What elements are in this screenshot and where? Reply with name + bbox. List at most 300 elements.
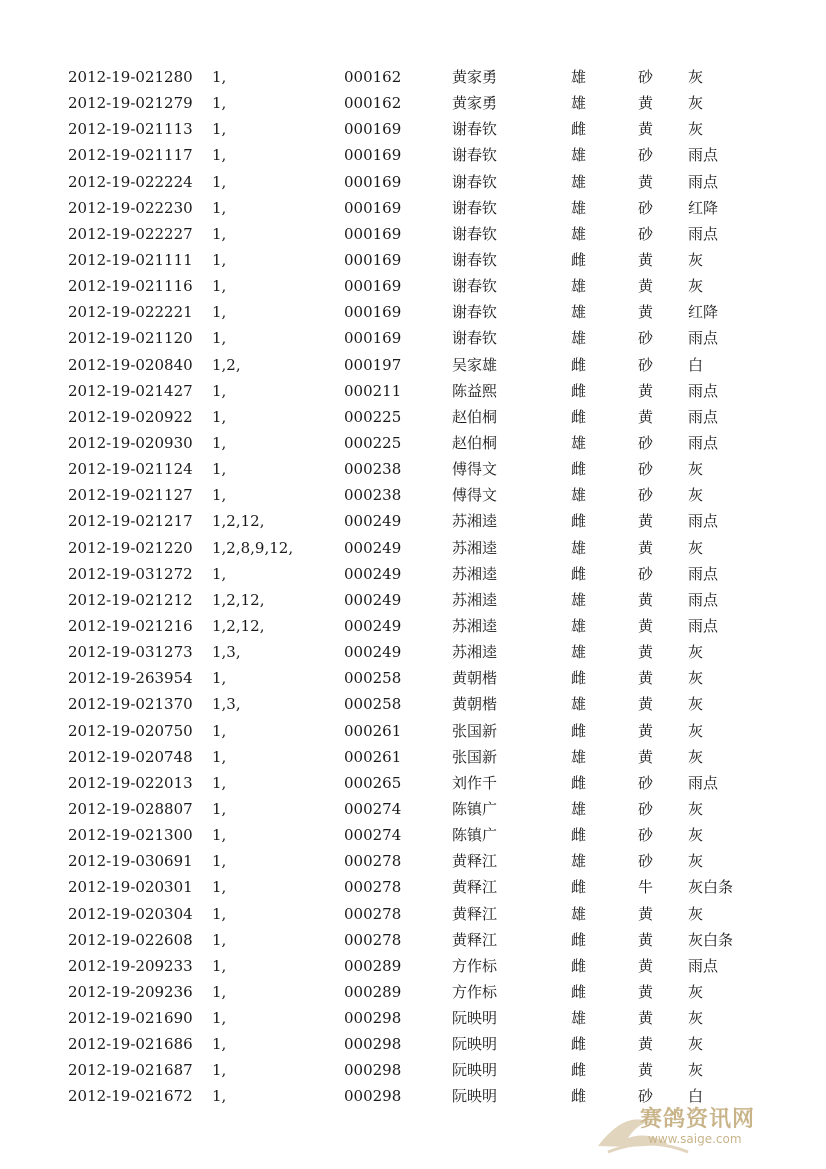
- eye-color-cell: 砂: [638, 198, 654, 217]
- sex-cell: 雄: [571, 616, 587, 635]
- owner-name-cell: 阮映明: [452, 1061, 498, 1080]
- award-cell: 1,2,: [212, 355, 241, 374]
- sex-cell: 雄: [571, 643, 587, 662]
- eye-color-cell: 黄: [638, 982, 654, 1001]
- owner-name-cell: 苏湘逵: [452, 538, 498, 557]
- feather-color-cell: 雨点: [688, 329, 719, 348]
- member-code-cell: 000249: [344, 616, 402, 635]
- ring-number-cell: 2012-19-020922: [68, 407, 193, 426]
- table-row: [0, 691, 826, 717]
- table-row: [0, 770, 826, 796]
- member-code-cell: 000298: [344, 1061, 402, 1080]
- owner-name-cell: 苏湘逵: [452, 643, 498, 662]
- member-code-cell: 000278: [344, 852, 402, 871]
- member-code-cell: 000258: [344, 695, 402, 714]
- feather-color-cell: 灰: [688, 277, 704, 296]
- member-code-cell: 000289: [344, 956, 402, 975]
- award-cell: 1,: [212, 1035, 227, 1054]
- owner-name-cell: 谢春钦: [452, 198, 498, 217]
- feather-color-cell: 雨点: [688, 381, 719, 400]
- member-code-cell: 000169: [344, 146, 402, 165]
- feather-color-cell: 雨点: [688, 590, 719, 609]
- ring-number-cell: 2012-19-020304: [68, 904, 193, 923]
- feather-color-cell: 灰: [688, 643, 704, 662]
- sex-cell: 雌: [571, 956, 587, 975]
- sex-cell: 雄: [571, 146, 587, 165]
- table-row: [0, 352, 826, 378]
- award-cell: 1,2,8,9,12,: [212, 538, 294, 557]
- sex-cell: 雄: [571, 486, 587, 505]
- feather-color-cell: 灰: [688, 486, 704, 505]
- feather-color-cell: 灰: [688, 460, 704, 479]
- owner-name-cell: 方作标: [452, 982, 498, 1001]
- eye-color-cell: 砂: [638, 773, 654, 792]
- member-code-cell: 000249: [344, 564, 402, 583]
- watermark-url: www.saige.com: [648, 1132, 742, 1146]
- feather-color-cell: 雨点: [688, 564, 719, 583]
- member-code-cell: 000249: [344, 512, 402, 531]
- owner-name-cell: 黄家勇: [452, 68, 498, 86]
- eye-color-cell: 黄: [638, 303, 654, 322]
- owner-name-cell: 赵伯桐: [452, 407, 498, 426]
- ring-number-cell: 2012-19-021672: [68, 1087, 193, 1106]
- feather-color-cell: 雨点: [688, 956, 719, 975]
- ring-number-cell: 2012-19-022221: [68, 303, 193, 322]
- award-cell: 1,: [212, 433, 227, 452]
- ring-number-cell: 2012-19-022224: [68, 172, 193, 191]
- owner-name-cell: 黄家勇: [452, 94, 498, 113]
- eye-color-cell: 黄: [638, 381, 654, 400]
- member-code-cell: 000211: [344, 381, 402, 400]
- table-row: [0, 247, 826, 273]
- owner-name-cell: 苏湘逵: [452, 616, 498, 635]
- sex-cell: 雌: [571, 407, 587, 426]
- eye-color-cell: 黄: [638, 930, 654, 949]
- table-row: [0, 561, 826, 587]
- owner-name-cell: 谢春钦: [452, 224, 498, 243]
- member-code-cell: 000258: [344, 669, 402, 688]
- ring-number-cell: 2012-19-209233: [68, 956, 193, 975]
- table-row: [0, 378, 826, 404]
- table-row: [0, 169, 826, 195]
- sex-cell: 雄: [571, 94, 587, 113]
- ring-number-cell: 2012-19-031272: [68, 564, 193, 583]
- feather-color-cell: 灰: [688, 826, 704, 845]
- owner-name-cell: 张国新: [452, 721, 498, 740]
- award-cell: 1,3,: [212, 643, 241, 662]
- ring-number-cell: 2012-19-021117: [68, 146, 193, 165]
- sex-cell: 雄: [571, 303, 587, 322]
- sex-cell: 雌: [571, 381, 587, 400]
- eye-color-cell: 砂: [638, 564, 654, 583]
- owner-name-cell: 黄释江: [452, 878, 498, 897]
- sex-cell: 雄: [571, 68, 587, 86]
- table-row: [0, 221, 826, 247]
- watermark-brand: 赛鸽资讯网: [640, 1107, 756, 1132]
- owner-name-cell: 谢春钦: [452, 172, 498, 191]
- feather-color-cell: 灰: [688, 94, 704, 113]
- feather-color-cell: 灰: [688, 1035, 704, 1054]
- feather-color-cell: 灰: [688, 982, 704, 1001]
- award-cell: 1,: [212, 1009, 227, 1028]
- sex-cell: 雄: [571, 329, 587, 348]
- feather-color-cell: 雨点: [688, 616, 719, 635]
- ring-number-cell: 2012-19-021124: [68, 460, 193, 479]
- member-code-cell: 000169: [344, 277, 402, 296]
- owner-name-cell: 苏湘逵: [452, 564, 498, 583]
- award-cell: 1,: [212, 486, 227, 505]
- award-cell: 1,: [212, 303, 227, 322]
- sex-cell: 雄: [571, 277, 587, 296]
- ring-number-cell: 2012-19-020748: [68, 747, 193, 766]
- eye-color-cell: 砂: [638, 826, 654, 845]
- eye-color-cell: 黄: [638, 956, 654, 975]
- owner-name-cell: 黄朝楷: [452, 695, 498, 714]
- eye-color-cell: 砂: [638, 224, 654, 243]
- sex-cell: 雌: [571, 773, 587, 792]
- owner-name-cell: 谢春钦: [452, 303, 498, 322]
- member-code-cell: 000261: [344, 747, 402, 766]
- ring-number-cell: 2012-19-020750: [68, 721, 193, 740]
- sex-cell: 雄: [571, 198, 587, 217]
- eye-color-cell: 黄: [638, 721, 654, 740]
- table-row: [0, 1005, 826, 1031]
- ring-number-cell: 2012-19-020930: [68, 433, 193, 452]
- eye-color-cell: 黄: [638, 250, 654, 269]
- ring-number-cell: 2012-19-209236: [68, 982, 193, 1001]
- sex-cell: 雄: [571, 852, 587, 871]
- award-cell: 1,: [212, 1061, 227, 1080]
- owner-name-cell: 方作标: [452, 956, 498, 975]
- table-row: [0, 979, 826, 1005]
- owner-name-cell: 谢春钦: [452, 120, 498, 139]
- table-row: [0, 613, 826, 639]
- sex-cell: 雄: [571, 747, 587, 766]
- ring-number-cell: 2012-19-022013: [68, 773, 193, 792]
- member-code-cell: 000298: [344, 1087, 402, 1106]
- award-cell: 1,: [212, 773, 227, 792]
- eye-color-cell: 砂: [638, 852, 654, 871]
- member-code-cell: 000278: [344, 878, 402, 897]
- member-code-cell: 000249: [344, 643, 402, 662]
- award-cell: 1,: [212, 120, 227, 139]
- owner-name-cell: 谢春钦: [452, 250, 498, 269]
- member-code-cell: 000278: [344, 930, 402, 949]
- feather-color-cell: 灰: [688, 799, 704, 818]
- member-code-cell: 000162: [344, 68, 402, 86]
- sex-cell: 雄: [571, 799, 587, 818]
- ring-number-cell: 2012-19-021686: [68, 1035, 193, 1054]
- award-cell: 1,: [212, 329, 227, 348]
- award-cell: 1,: [212, 982, 227, 1001]
- table-row: [0, 404, 826, 430]
- sex-cell: 雌: [571, 721, 587, 740]
- ring-number-cell: 2012-19-020840: [68, 355, 193, 374]
- ring-number-cell: 2012-19-020301: [68, 878, 193, 897]
- eye-color-cell: 黄: [638, 747, 654, 766]
- award-cell: 1,2,12,: [212, 512, 265, 531]
- eye-color-cell: 砂: [638, 355, 654, 374]
- award-cell: 1,2,12,: [212, 616, 265, 635]
- owner-name-cell: 阮映明: [452, 1087, 498, 1106]
- ring-number-cell: 2012-19-021220: [68, 538, 193, 557]
- member-code-cell: 000249: [344, 590, 402, 609]
- eye-color-cell: 黄: [638, 669, 654, 688]
- table-row: [0, 848, 826, 874]
- eye-color-cell: 黄: [638, 277, 654, 296]
- ring-number-cell: 2012-19-021280: [68, 68, 193, 86]
- award-cell: 1,: [212, 460, 227, 479]
- eye-color-cell: 砂: [638, 433, 654, 452]
- member-code-cell: 000169: [344, 120, 402, 139]
- sex-cell: 雌: [571, 982, 587, 1001]
- award-cell: 1,: [212, 224, 227, 243]
- owner-name-cell: 张国新: [452, 747, 498, 766]
- eye-color-cell: 黄: [638, 512, 654, 531]
- feather-color-cell: 灰: [688, 538, 704, 557]
- eye-color-cell: 黄: [638, 1009, 654, 1028]
- eye-color-cell: 黄: [638, 695, 654, 714]
- award-cell: 1,: [212, 747, 227, 766]
- award-cell: 1,: [212, 852, 227, 871]
- member-code-cell: 000169: [344, 224, 402, 243]
- sex-cell: 雌: [571, 512, 587, 531]
- ring-number-cell: 2012-19-021120: [68, 329, 193, 348]
- eye-color-cell: 砂: [638, 799, 654, 818]
- owner-name-cell: 谢春钦: [452, 329, 498, 348]
- sex-cell: 雄: [571, 538, 587, 557]
- eye-color-cell: 黄: [638, 94, 654, 113]
- table-row: [0, 116, 826, 142]
- sex-cell: 雌: [571, 355, 587, 374]
- member-code-cell: 000278: [344, 904, 402, 923]
- ring-number-cell: 2012-19-028807: [68, 799, 193, 818]
- table-row: [0, 822, 826, 848]
- ring-number-cell: 2012-19-021217: [68, 512, 193, 531]
- member-code-cell: 000169: [344, 250, 402, 269]
- member-code-cell: 000238: [344, 460, 402, 479]
- ring-number-cell: 2012-19-021300: [68, 826, 193, 845]
- award-cell: 1,: [212, 1087, 227, 1106]
- sex-cell: 雄: [571, 224, 587, 243]
- feather-color-cell: 灰: [688, 250, 704, 269]
- ring-number-cell: 2012-19-021687: [68, 1061, 193, 1080]
- table-row: [0, 587, 826, 613]
- member-code-cell: 000238: [344, 486, 402, 505]
- award-cell: 1,: [212, 94, 227, 113]
- award-cell: 1,: [212, 277, 227, 296]
- table-row: [0, 796, 826, 822]
- feather-color-cell: 灰: [688, 669, 704, 688]
- sex-cell: 雌: [571, 930, 587, 949]
- sex-cell: 雌: [571, 250, 587, 269]
- feather-color-cell: 白: [688, 1087, 704, 1106]
- ring-number-cell: 2012-19-021212: [68, 590, 193, 609]
- award-cell: 1,: [212, 564, 227, 583]
- eye-color-cell: 黄: [638, 538, 654, 557]
- eye-color-cell: 砂: [638, 329, 654, 348]
- owner-name-cell: 刘作千: [452, 773, 498, 792]
- feather-color-cell: 灰: [688, 721, 704, 740]
- feather-color-cell: 雨点: [688, 407, 719, 426]
- award-cell: 1,: [212, 956, 227, 975]
- member-code-cell: 000169: [344, 329, 402, 348]
- member-code-cell: 000225: [344, 407, 402, 426]
- member-code-cell: 000265: [344, 773, 402, 792]
- award-cell: 1,: [212, 172, 227, 191]
- eye-color-cell: 黄: [638, 407, 654, 426]
- ring-number-cell: 2012-19-021113: [68, 120, 193, 139]
- award-cell: 1,: [212, 669, 227, 688]
- award-cell: 1,: [212, 721, 227, 740]
- award-cell: 1,3,: [212, 695, 241, 714]
- member-code-cell: 000197: [344, 355, 402, 374]
- table-row: [0, 535, 826, 561]
- feather-color-cell: 雨点: [688, 512, 719, 531]
- table-row: [0, 953, 826, 979]
- table-row: [0, 718, 826, 744]
- eye-color-cell: 牛: [638, 878, 654, 897]
- sex-cell: 雌: [571, 460, 587, 479]
- member-code-cell: 000169: [344, 198, 402, 217]
- feather-color-cell: 雨点: [688, 773, 719, 792]
- feather-color-cell: 白: [688, 355, 704, 374]
- sex-cell: 雄: [571, 904, 587, 923]
- table-row: [0, 299, 826, 325]
- ring-number-cell: 2012-19-022227: [68, 224, 193, 243]
- sex-cell: 雌: [571, 669, 587, 688]
- owner-name-cell: 傅得文: [452, 486, 498, 505]
- sex-cell: 雌: [571, 564, 587, 583]
- ring-number-cell: 2012-19-021279: [68, 94, 193, 113]
- feather-color-cell: 灰: [688, 1009, 704, 1028]
- feather-color-cell: 雨点: [688, 146, 719, 165]
- table-row: [0, 195, 826, 221]
- ring-number-cell: 2012-19-263954: [68, 669, 193, 688]
- member-code-cell: 000298: [344, 1035, 402, 1054]
- feather-color-cell: 灰白条: [688, 878, 734, 897]
- owner-name-cell: 阮映明: [452, 1035, 498, 1054]
- ring-number-cell: 2012-19-022230: [68, 198, 193, 217]
- owner-name-cell: 黄释江: [452, 930, 498, 949]
- award-cell: 1,2,12,: [212, 590, 265, 609]
- award-cell: 1,: [212, 930, 227, 949]
- member-code-cell: 000225: [344, 433, 402, 452]
- sex-cell: 雄: [571, 695, 587, 714]
- table-row: [0, 482, 826, 508]
- ring-number-cell: 2012-19-022608: [68, 930, 193, 949]
- award-cell: 1,: [212, 904, 227, 923]
- table-row: [0, 90, 826, 116]
- owner-name-cell: 陈益熙: [452, 381, 498, 400]
- owner-name-cell: 谢春钦: [452, 277, 498, 296]
- feather-color-cell: 灰: [688, 68, 704, 86]
- table-row: [0, 508, 826, 534]
- table-row: [0, 744, 826, 770]
- ring-number-cell: 2012-19-031273: [68, 643, 193, 662]
- table-row: [0, 639, 826, 665]
- award-cell: 1,: [212, 381, 227, 400]
- award-cell: 1,: [212, 146, 227, 165]
- sex-cell: 雄: [571, 590, 587, 609]
- sex-cell: 雌: [571, 120, 587, 139]
- owner-name-cell: 赵伯桐: [452, 433, 498, 452]
- ring-number-cell: 2012-19-021690: [68, 1009, 193, 1028]
- table-row: [0, 1057, 826, 1083]
- owner-name-cell: 谢春钦: [452, 146, 498, 165]
- ring-number-cell: 2012-19-021111: [68, 250, 193, 269]
- eye-color-cell: 黄: [638, 643, 654, 662]
- sex-cell: 雌: [571, 1087, 587, 1106]
- ring-number-cell: 2012-19-021116: [68, 277, 193, 296]
- owner-name-cell: 陈镇广: [452, 826, 498, 845]
- owner-name-cell: 黄释江: [452, 852, 498, 871]
- pigeon-record-table: [0, 64, 826, 1110]
- award-cell: 1,: [212, 250, 227, 269]
- eye-color-cell: 砂: [638, 146, 654, 165]
- sex-cell: 雌: [571, 1061, 587, 1080]
- member-code-cell: 000261: [344, 721, 402, 740]
- eye-color-cell: 黄: [638, 120, 654, 139]
- ring-number-cell: 2012-19-021127: [68, 486, 193, 505]
- table-row: [0, 64, 826, 90]
- eye-color-cell: 黄: [638, 1035, 654, 1054]
- feather-color-cell: 灰: [688, 852, 704, 871]
- feather-color-cell: 雨点: [688, 224, 719, 243]
- eye-color-cell: 黄: [638, 590, 654, 609]
- sex-cell: 雌: [571, 1035, 587, 1054]
- member-code-cell: 000249: [344, 538, 402, 557]
- award-cell: 1,: [212, 826, 227, 845]
- ring-number-cell: 2012-19-021216: [68, 616, 193, 635]
- eye-color-cell: 砂: [638, 460, 654, 479]
- award-cell: 1,: [212, 878, 227, 897]
- table-row: [0, 665, 826, 691]
- feather-color-cell: 灰白条: [688, 930, 734, 949]
- award-cell: 1,: [212, 198, 227, 217]
- feather-color-cell: 灰: [688, 747, 704, 766]
- sex-cell: 雌: [571, 878, 587, 897]
- award-cell: 1,: [212, 68, 227, 86]
- member-code-cell: 000289: [344, 982, 402, 1001]
- feather-color-cell: 雨点: [688, 172, 719, 191]
- eye-color-cell: 黄: [638, 1061, 654, 1080]
- award-cell: 1,: [212, 799, 227, 818]
- sex-cell: 雄: [571, 433, 587, 452]
- owner-name-cell: 黄朝楷: [452, 669, 498, 688]
- ring-number-cell: 2012-19-021370: [68, 695, 193, 714]
- owner-name-cell: 苏湘逵: [452, 512, 498, 531]
- feather-color-cell: 灰: [688, 904, 704, 923]
- feather-color-cell: 灰: [688, 120, 704, 139]
- member-code-cell: 000298: [344, 1009, 402, 1028]
- table-row: [0, 874, 826, 900]
- table-row: [0, 927, 826, 953]
- feather-color-cell: 红降: [688, 303, 719, 322]
- sex-cell: 雄: [571, 1009, 587, 1028]
- table-row: [0, 430, 826, 456]
- owner-name-cell: 傅得文: [452, 460, 498, 479]
- award-cell: 1,: [212, 407, 227, 426]
- member-code-cell: 000169: [344, 303, 402, 322]
- sex-cell: 雌: [571, 826, 587, 845]
- eye-color-cell: 砂: [638, 1087, 654, 1106]
- ring-number-cell: 2012-19-030691: [68, 852, 193, 871]
- table-row: [0, 1031, 826, 1057]
- table-row: [0, 456, 826, 482]
- member-code-cell: 000162: [344, 94, 402, 113]
- table-row: [0, 325, 826, 351]
